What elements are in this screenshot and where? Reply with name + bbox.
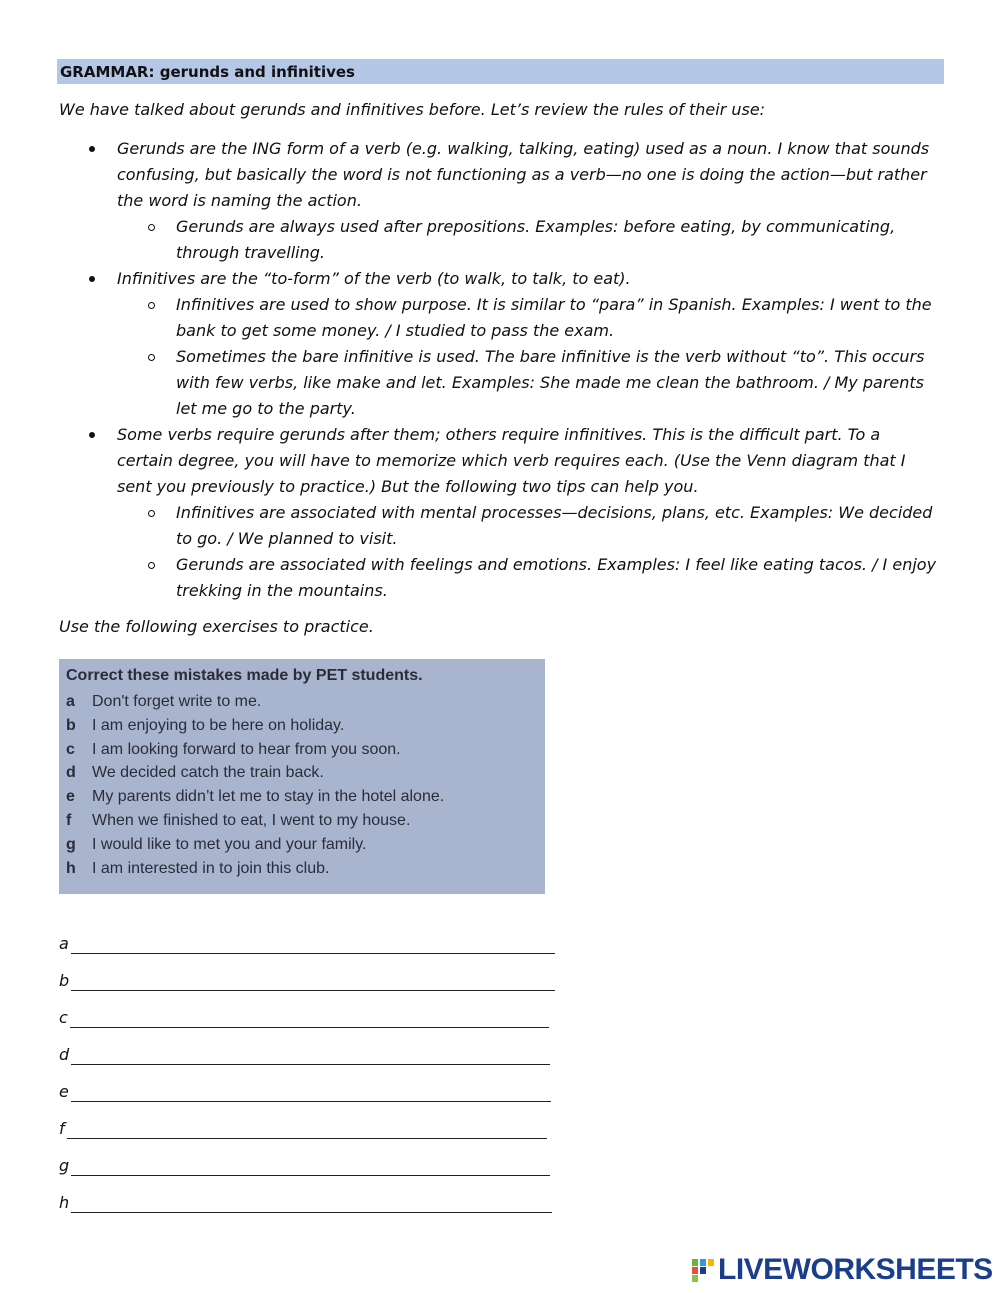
- logo-cube: [708, 1259, 714, 1266]
- rule-item: [0, 422, 937, 500]
- exercise-letter: a: [66, 693, 75, 710]
- answer-row: [59, 1119, 555, 1156]
- exercise-letter: d: [66, 764, 76, 782]
- answer-field-c[interactable]: [70, 1008, 549, 1028]
- sub-rule-item: [0, 292, 938, 344]
- rule-item: [0, 266, 937, 292]
- exercise-sentence: When we finished to eat, I went to my house.: [92, 811, 411, 829]
- sub-rule-text: Infinitives are associated with mental processes—decisions, plans, etc. Examples: We decided to go. / We planned to visit.: [176, 503, 933, 548]
- exercise-letter: b: [66, 716, 76, 734]
- rules-list: [0, 136, 1000, 604]
- exercise-letter: c: [66, 740, 75, 758]
- answer-row: [59, 1156, 555, 1193]
- exercise-sentence: I am enjoying to be here on holiday.: [92, 716, 345, 734]
- exercise-sentence: My parents didn’t let me to stay in the hotel alone.: [92, 788, 445, 806]
- answer-letter: e: [59, 1082, 69, 1101]
- exercise-item: [66, 833, 535, 857]
- answer-letter: h: [59, 1193, 70, 1212]
- answer-lines: [59, 934, 555, 1230]
- bullet-icon: [89, 276, 95, 282]
- exercise-item: [66, 690, 535, 714]
- answer-row: [59, 971, 555, 1008]
- exercise-item: [66, 857, 535, 881]
- sub-rule-item: [0, 500, 938, 552]
- answer-row: [59, 934, 555, 971]
- sub-rule-text: Gerunds are associated with feelings and emotions. Examples: I feel like eating tacos. / I enjoy trekking in the mountains.: [176, 555, 937, 600]
- exercise-letter: f: [66, 811, 72, 829]
- exercise-letter: e: [66, 788, 75, 806]
- exercise-sentence: We decided catch the train back.: [92, 764, 324, 782]
- answer-row: [59, 1082, 555, 1119]
- sub-rule-text: Gerunds are always used after prepositions. Examples: before eating, by communicating, through travelling.: [176, 217, 896, 262]
- sub-rule-text: Sometimes the bare infinitive is used. The bare infinitive is the verb without “to”. This occurs with few verbs, like make and let. Examples: She made me clean the bathroom. / My parents let me go to the party.: [176, 347, 925, 418]
- circle-bullet-icon: [148, 562, 155, 569]
- rule-item: [0, 136, 937, 214]
- answer-field-e[interactable]: [71, 1082, 551, 1102]
- exercise-title: Correct these mistakes made by PET students.: [66, 667, 423, 684]
- exercise-sentence: I am interested in to join this club.: [92, 859, 330, 877]
- logo-cube: [700, 1259, 706, 1266]
- practice-instruction: Use the following exercises to practice.: [59, 617, 374, 636]
- answer-letter: f: [59, 1119, 65, 1138]
- answer-letter: g: [59, 1156, 70, 1175]
- exercise-item: [66, 761, 535, 785]
- exercise-sentence: I would like to met you and your family.: [92, 835, 367, 853]
- logo-text: LIVEWORKSHEETS: [718, 1253, 993, 1286]
- answer-letter: a: [59, 934, 69, 953]
- answer-letter: c: [59, 1008, 68, 1027]
- answer-field-g[interactable]: [71, 1156, 550, 1176]
- answer-field-a[interactable]: [71, 934, 555, 954]
- answer-field-f[interactable]: [67, 1119, 547, 1139]
- answer-field-b[interactable]: [71, 971, 555, 991]
- rule-text: Gerunds are the ING form of a verb (e.g. walking, talking, eating) used as a noun. I know that sounds confusing, but basically the word is not functioning as a verb—no one is doing the action—but rather the word is naming the action.: [117, 139, 930, 210]
- logo-cube: [692, 1267, 698, 1274]
- answer-row: [59, 1045, 555, 1082]
- exercise-item: [66, 785, 535, 809]
- sub-rule-item: [0, 552, 938, 604]
- logo-cube: [700, 1267, 706, 1274]
- sub-rule-item: [0, 214, 938, 266]
- exercise-item: [66, 714, 535, 738]
- exercise-sentence: Don't forget write to me.: [92, 693, 262, 710]
- rule-text: Some verbs require gerunds after them; others require infinitives. This is the difficult part. To a certain degree, you will have to memorize which verb requires each. (Use the Venn diagram that I sent you previously to practice.) But the following two tips can help you.: [117, 425, 906, 496]
- logo-cubes-icon: [692, 1257, 716, 1283]
- answer-field-h[interactable]: [71, 1193, 552, 1213]
- exercise-image: [59, 659, 545, 894]
- circle-bullet-icon: [148, 224, 155, 231]
- answer-letter: b: [59, 971, 70, 990]
- exercise-letter: g: [66, 835, 76, 853]
- circle-bullet-icon: [148, 510, 155, 517]
- worksheet-heading: GRAMMAR: gerunds and infinitives: [57, 59, 944, 84]
- exercise-item: [66, 809, 535, 833]
- logo-cube: [692, 1275, 698, 1282]
- exercise-item: [66, 738, 535, 762]
- sub-rule-text: Infinitives are used to show purpose. It is similar to “para” in Spanish. Examples: I went to the bank to get some money. / I studied to pass the exam.: [176, 295, 932, 340]
- answer-field-d[interactable]: [71, 1045, 550, 1065]
- circle-bullet-icon: [148, 354, 155, 361]
- liveworksheets-logo: [692, 1255, 993, 1285]
- answer-row: [59, 1008, 555, 1045]
- sub-rule-item: [0, 344, 938, 422]
- intro-text: We have talked about gerunds and infinitives before. Let’s review the rules of their use:: [59, 100, 766, 119]
- rule-text: Infinitives are the “to-form” of the verb (to walk, to talk, to eat).: [117, 269, 631, 288]
- answer-letter: d: [59, 1045, 70, 1064]
- logo-cube: [692, 1259, 698, 1266]
- circle-bullet-icon: [148, 302, 155, 309]
- bullet-icon: [89, 432, 95, 438]
- exercise-sentence: I am looking forward to hear from you soon.: [92, 740, 401, 758]
- exercise-letter: h: [66, 859, 76, 877]
- answer-row: [59, 1193, 555, 1230]
- bullet-icon: [89, 146, 95, 152]
